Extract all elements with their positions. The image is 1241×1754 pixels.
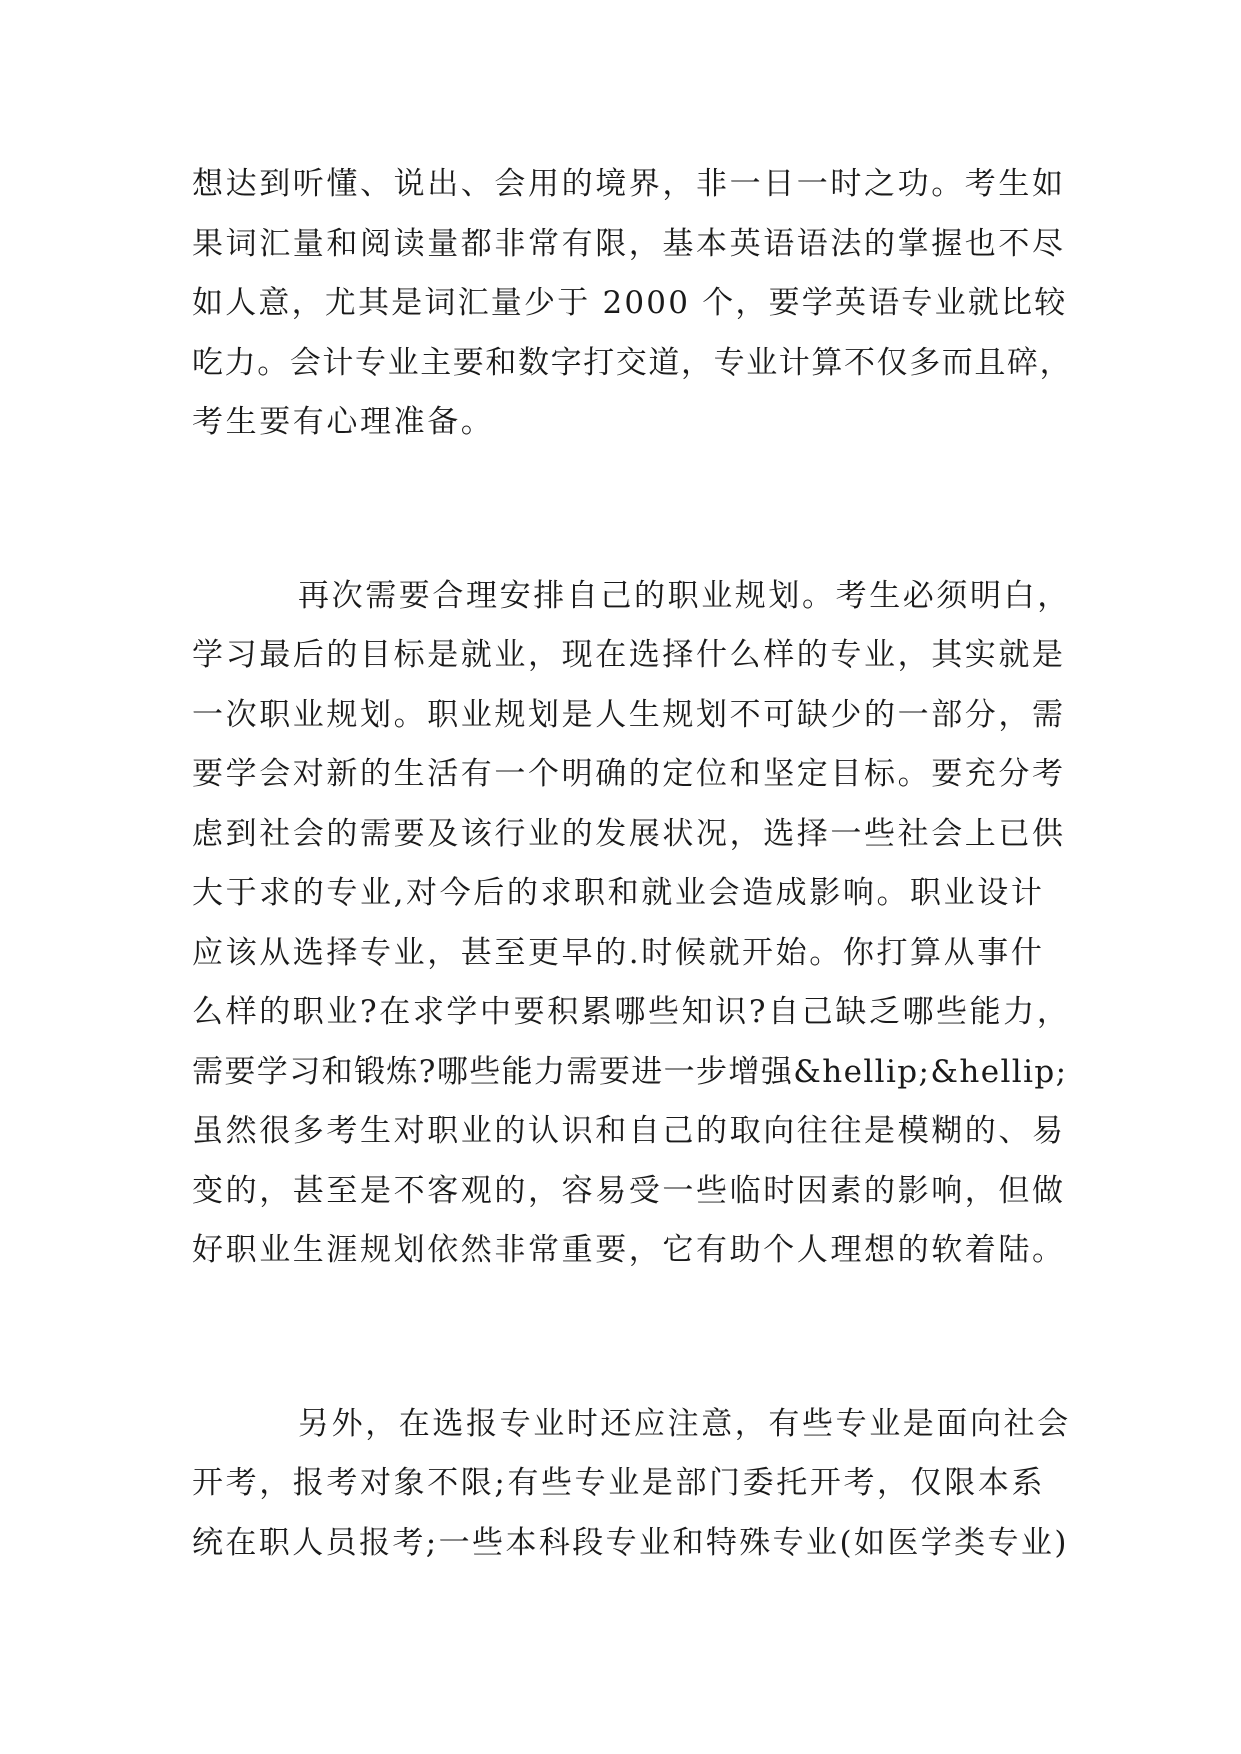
- paragraph-1-line-4: 吃力。会计专业主要和数字打交道，专业计算不仅多而且碎，: [192, 345, 1073, 381]
- paragraph-2-line-10: 虽然很多考生对职业的认识和自己的取向往往是模糊的、易: [192, 1113, 1066, 1149]
- paragraph-1-line-2: 果词汇量和阅读量都非常有限，基本英语语法的掌握也不尽: [192, 226, 1066, 262]
- paragraph-2-line-4: 要学会对新的生活有一个明确的定位和坚定目标。要充分考: [192, 756, 1066, 792]
- paragraph-2-line-2: 学习最后的目标是就业，现在选择什么样的专业，其实就是: [192, 637, 1066, 673]
- paragraph-2-line-6: 大于求的专业,对今后的求职和就业会造成影响。职业设计: [192, 875, 1045, 911]
- paragraph-1-line-3: 如人意，尤其是词汇量少于 2000 个，要学英语专业就比较: [192, 285, 1068, 321]
- paragraph-2-line-3: 一次职业规划。职业规划是人生规划不可缺少的一部分，需: [192, 697, 1066, 733]
- paragraph-1-line-5: 考生要有心理准备。: [192, 404, 495, 440]
- paragraph-2-line-5: 虑到社会的需要及该行业的发展状况，选择一些社会上已供: [192, 816, 1066, 852]
- paragraph-2-line-9: 需要学习和锻炼?哪些能力需要进一步增强&hellip;&hellip;: [192, 1054, 1068, 1090]
- paragraph-2-line-7: 应该从选择专业，甚至更早的.时候就开始。你打算从事什: [192, 935, 1045, 971]
- paragraph-2-line-1: 再次需要合理安排自己的职业规划。考生必须明白，: [298, 578, 1071, 614]
- paragraph-1-line-1: 想达到听懂、说出、会用的境界，非一日一时之功。考生如: [192, 166, 1066, 202]
- paragraph-2-line-11: 变的，甚至是不客观的，容易受一些临时因素的影响，但做: [192, 1173, 1066, 1209]
- paragraph-3-line-1: 另外，在选报专业时还应注意，有些专业是面向社会: [298, 1406, 1071, 1442]
- paragraph-3-line-2: 开考，报考对象不限;有些专业是部门委托开考，仅限本系: [192, 1465, 1046, 1501]
- paragraph-2-line-12: 好职业生涯规划依然非常重要，它有助个人理想的软着陆。: [192, 1232, 1066, 1268]
- paragraph-3-line-3: 统在职人员报考;一些本科段专业和特殊专业(如医学类专业): [192, 1525, 1069, 1561]
- paragraph-2-line-8: 么样的职业?在求学中要积累哪些知识?自己缺乏哪些能力，: [192, 994, 1071, 1030]
